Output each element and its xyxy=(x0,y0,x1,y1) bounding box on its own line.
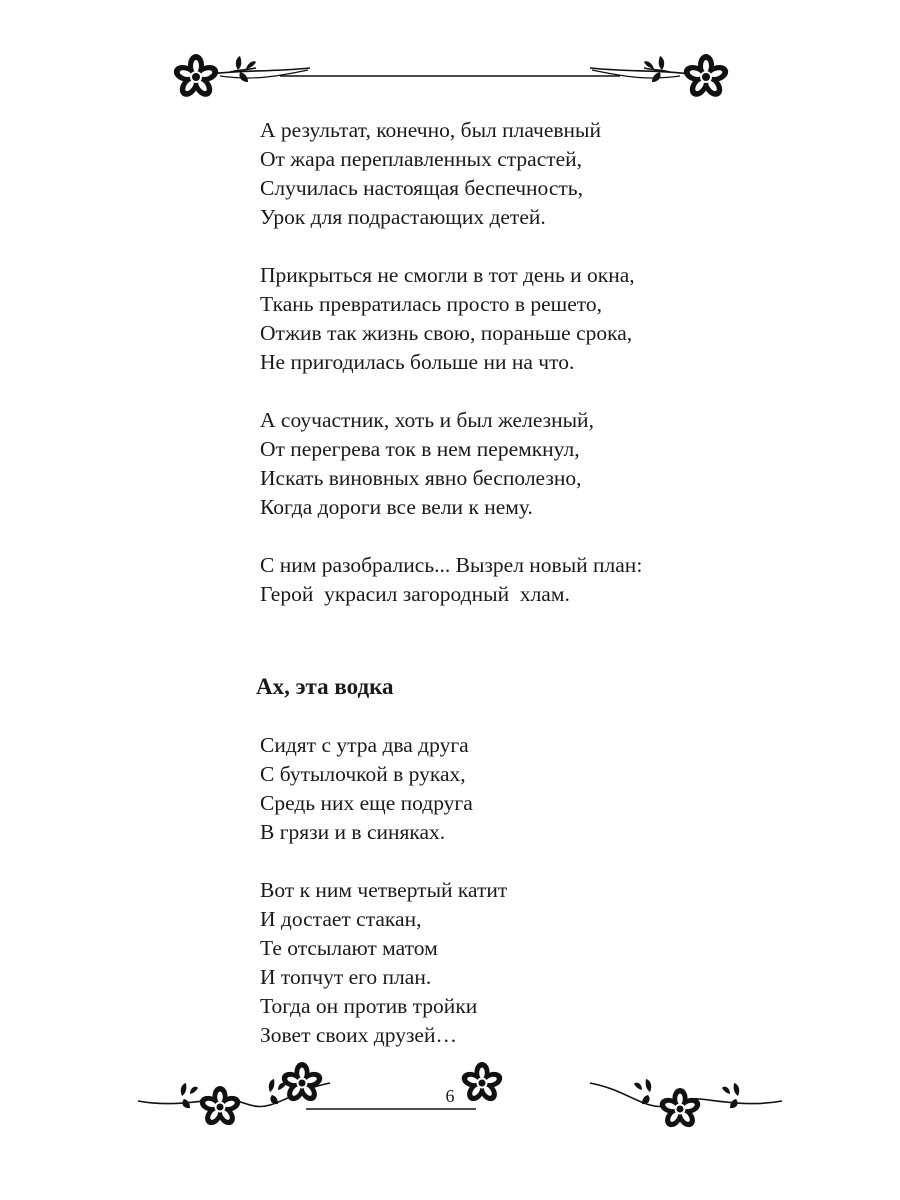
poem-line: И топчут его план. xyxy=(260,965,432,989)
poem-line: Герой украсил загородный хлам. xyxy=(260,582,570,606)
poem-line: Вот к ним четвертый катит xyxy=(260,878,508,902)
poem-line: А результат, конечно, был плачевный xyxy=(260,118,601,142)
poem-line: Искать виновных явно бесполезно, xyxy=(260,466,582,490)
poem-line: Сидят с утра два друга xyxy=(260,733,469,757)
poem-line: Когда дороги все вели к нему. xyxy=(260,495,533,519)
floral-header-ornament-icon xyxy=(160,50,740,115)
poem-line: А соучастник, хоть и был железный, xyxy=(260,408,594,432)
poem-line: От жара переплавленных страстей, xyxy=(260,147,583,171)
poem-line: Отжив так жизнь свою, пораньше срока, xyxy=(260,321,633,345)
poem-line: С бутылочкой в руках, xyxy=(260,762,466,786)
poem-line: Случилась настоящая беспечность, xyxy=(260,176,583,200)
poem-line: Те отсылают матом xyxy=(260,936,438,960)
poem-line: Средь них еще подруга xyxy=(260,791,473,815)
poem-line: С ним разобрались... Вызрел новый план: xyxy=(260,553,643,577)
poem-line: Тогда он против тройки xyxy=(260,994,478,1018)
poem-line: От перегрева ток в нем перемкнул, xyxy=(260,437,580,461)
poem-line: Урок для подрастающих детей. xyxy=(260,205,546,229)
poem-line: Не пригодилась больше ни на что. xyxy=(260,350,575,374)
poem-line: В грязи и в синяках. xyxy=(260,820,446,844)
page-number: 6 xyxy=(445,1086,455,1106)
poem-line: Зовет своих друзей… xyxy=(260,1023,457,1047)
poem-line: Ткань превратилась просто в решето, xyxy=(260,292,603,316)
poem-line: И достает стакан, xyxy=(260,907,422,931)
poem-title: Ах, эта водка xyxy=(256,674,394,699)
poem-line: Прикрыться не смогли в тот день и окна, xyxy=(260,263,635,287)
